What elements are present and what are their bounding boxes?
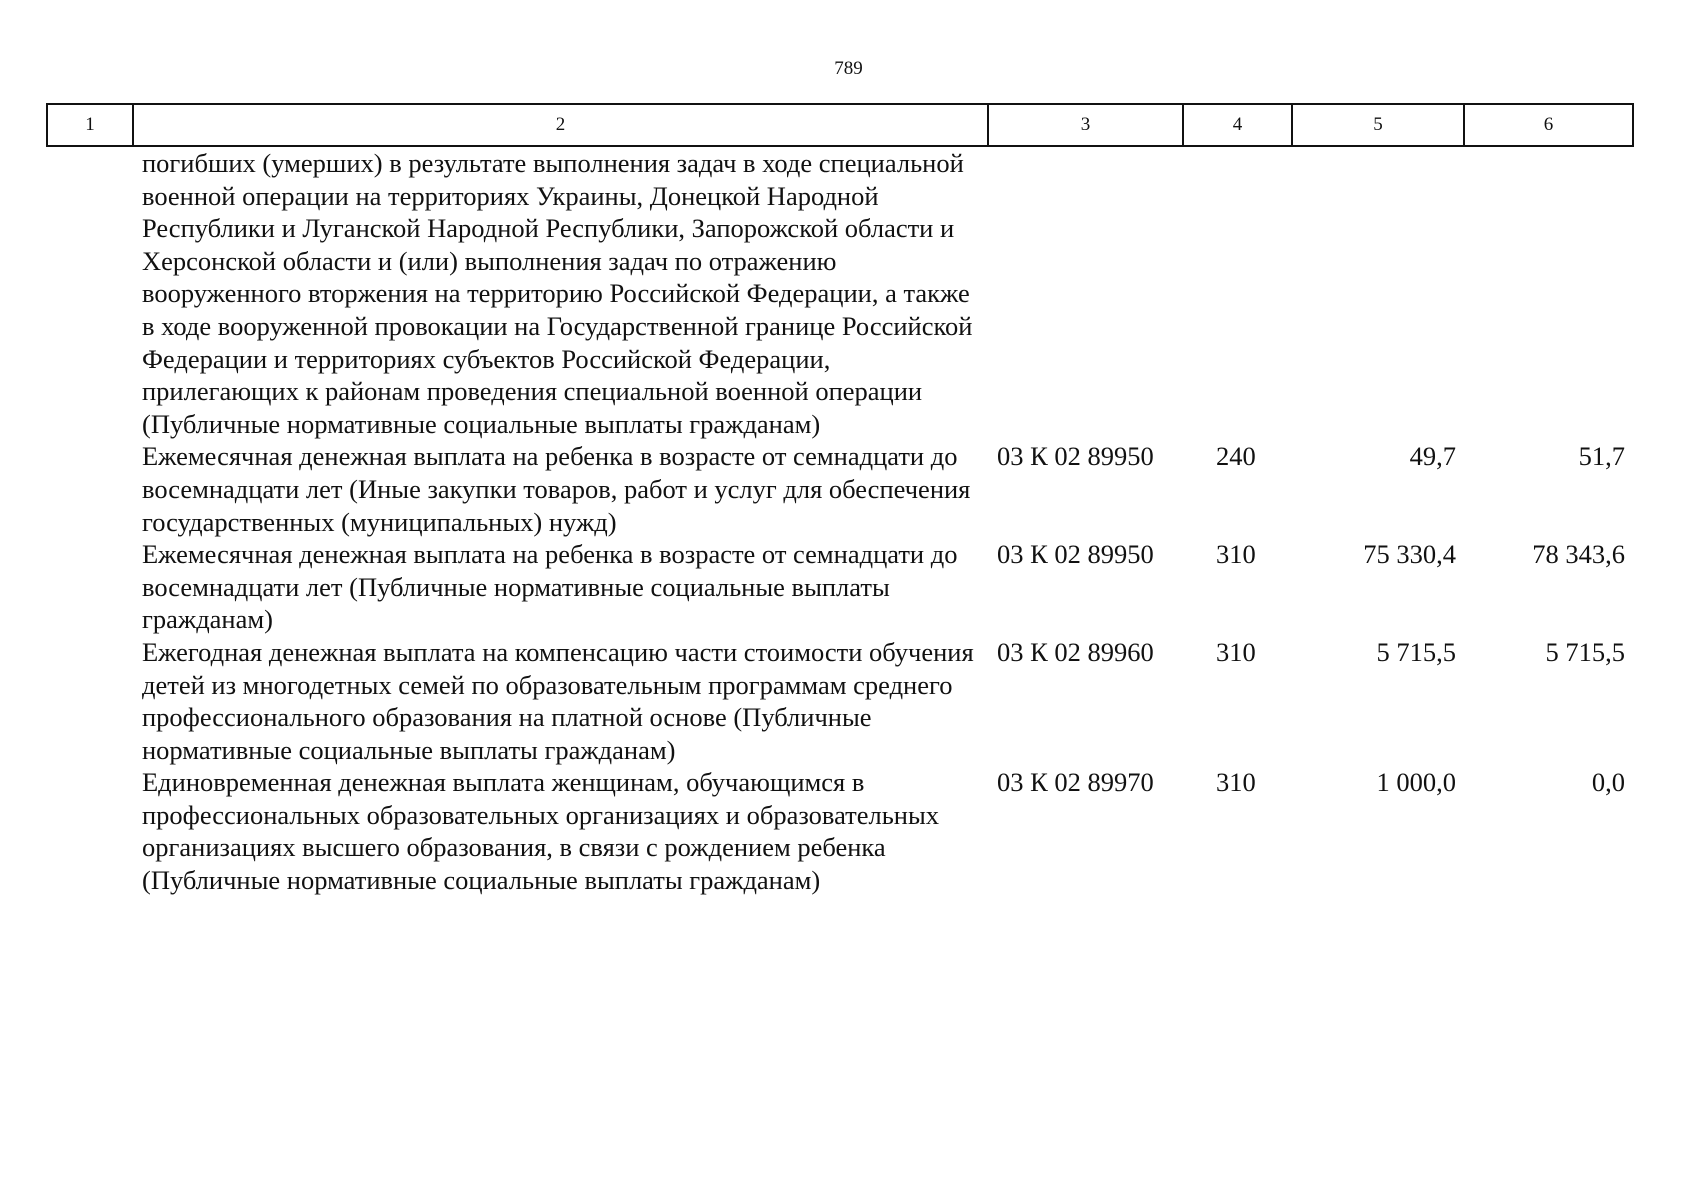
row-value-5: 75 330,4	[1363, 539, 1456, 570]
row-spacer-cell	[47, 636, 133, 766]
row-type: 240	[1216, 441, 1256, 472]
row-type: 310	[1216, 636, 1256, 667]
budget-table	[46, 103, 1634, 897]
column-header-6: 6	[1464, 104, 1633, 146]
row-value-6: 5 715,5	[1545, 636, 1625, 667]
row-code	[988, 146, 1183, 440]
column-header-4: 4	[1183, 104, 1292, 146]
row-code: 03 К 02 89960	[997, 636, 1154, 667]
table-row	[47, 440, 1633, 538]
table-header	[47, 104, 1633, 146]
row-value-5: 49,7	[1409, 441, 1456, 472]
table-body	[47, 146, 1633, 897]
row-spacer-cell	[47, 766, 133, 896]
row-value-6: 78 343,6	[1532, 539, 1625, 570]
row-code: 03 К 02 89970	[997, 767, 1154, 798]
row-type: 310	[1216, 539, 1256, 570]
page-number: 789	[834, 58, 863, 79]
table-row	[47, 636, 1633, 766]
column-header-5: 5	[1292, 104, 1464, 146]
row-value-5: 5 715,5	[1376, 636, 1456, 667]
table-row	[47, 766, 1633, 896]
row-spacer-cell	[47, 538, 133, 636]
row-code: 03 К 02 89950	[997, 441, 1154, 472]
column-header-3: 3	[988, 104, 1183, 146]
row-description: Ежемесячная денежная выплата на ребенка в возрасте от семнадцати до восемнадцати лет (Публичные нормативные социальные выплаты гражданам)	[142, 539, 958, 635]
row-description: Ежемесячная денежная выплата на ребенка в возрасте от семнадцати до восемнадцати лет (Иные закупки товаров, работ и услуг для обеспечения государственных (муниципальных) нужд)	[142, 441, 971, 537]
row-spacer-cell	[47, 146, 133, 440]
column-header-1: 1	[47, 104, 133, 146]
row-spacer-cell	[47, 440, 133, 538]
row-value-5	[1292, 146, 1464, 440]
table-row	[47, 146, 1633, 440]
row-value-6: 51,7	[1578, 441, 1625, 472]
row-value-5: 1 000,0	[1376, 767, 1456, 798]
row-type: 310	[1216, 767, 1256, 798]
row-code: 03 К 02 89950	[997, 539, 1154, 570]
table-row	[47, 538, 1633, 636]
header-row	[47, 104, 1633, 146]
row-description: Единовременная денежная выплата женщинам, обучающимся в профессиональных образовательных организациях и образовательных организациях высшего образования, в связи с рождением ребенка (Публичные нормативные социальные выплаты гражданам)	[142, 767, 940, 896]
row-description: погибших (умерших) в результате выполнения задач в ходе специальной военной операции на территориях Украины, Донецкой Народной Республики и Луганской Народной Республики, Запорожской области и Херсонской области и (или) выполнения задач по отражению вооруженного вторжения на территорию Российской Федерации, а также в ходе вооруженной провокации на Государственной границе Российской Федерации и территориях субъектов Российской Федерации, прилегающих к районам проведения специальной военной операции (Публичные нормативные социальные выплаты гражданам)	[142, 148, 973, 439]
row-description: Ежегодная денежная выплата на компенсацию части стоимости обучения детей из многодетных семей по образовательным программам среднего профессионального образования на платной основе (Публичные нормативные социальные выплаты гражданам)	[142, 636, 974, 765]
row-value-6: 0,0	[1591, 767, 1625, 798]
row-type	[1183, 146, 1292, 440]
row-value-6	[1464, 146, 1633, 440]
column-header-2: 2	[133, 104, 988, 146]
